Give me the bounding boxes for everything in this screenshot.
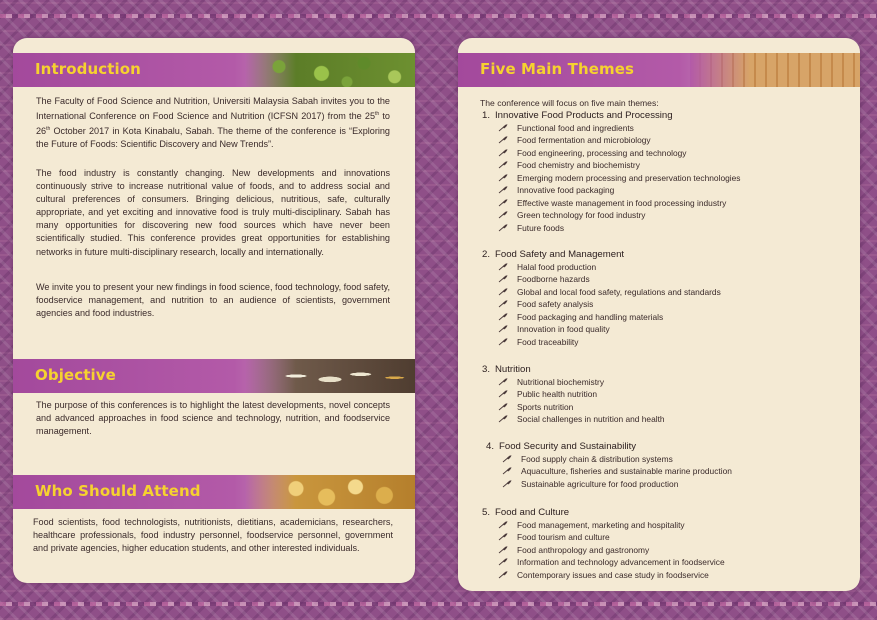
topic-text: Food tourism and culture: [517, 532, 610, 543]
theme-heading: [482, 507, 725, 518]
topic-item: [496, 323, 721, 335]
background-stripe-top: [0, 14, 877, 18]
topic-item: [496, 172, 740, 184]
quill-pen-icon: [498, 161, 508, 169]
topic-text: Food anthropology and gastronomy: [517, 544, 650, 555]
topic-text: Food packaging and handling materials: [517, 311, 664, 322]
objective-title: Objective: [35, 366, 116, 384]
theme-name: Innovative Food Products and Processing: [495, 110, 673, 121]
topic-text: Sustainable agriculture for food production: [521, 478, 679, 489]
quill-pen-icon: [498, 136, 508, 144]
topic-text: Foodborne hazards: [517, 274, 590, 285]
quill-pen-icon: [502, 480, 512, 488]
topic-item: [496, 134, 740, 146]
introduction-paragraph-2: The food industry is constantly changing. New developments and innovations continuously strive to increase nutritional value of foods, and to address social and cultural preferences of consumers. Bringing delicious, nutritious, safe, culturally appropriate, and yet exciting and innovative food is truly multi-disciplinary. Sabah has many opportunities for discovering new food sources which have never been scientifically studied. This conference provides great opportunities for establishing networks in future multi-disciplinary research, locally and internationally.: [36, 168, 390, 257]
quill-pen-icon: [498, 533, 508, 541]
topic-text: Innovative food packaging: [517, 185, 615, 196]
topic-text: Food chemistry and biochemistry: [517, 160, 640, 171]
theme-name: Food Safety and Management: [495, 249, 625, 260]
quill-pen-icon: [498, 521, 508, 529]
topic-list: [486, 453, 732, 490]
topic-item: [496, 261, 721, 273]
topic-item: [496, 388, 665, 400]
topic-item: [496, 147, 740, 159]
quill-pen-icon: [498, 378, 508, 386]
theme-name: Food and Culture: [495, 507, 570, 518]
topic-text: Halal food production: [517, 262, 597, 272]
topic-item: [496, 273, 721, 285]
quill-pen-icon: [498, 211, 508, 219]
background-stripe-bottom: [0, 602, 877, 606]
topic-text: Food engineering, processing and technology: [517, 147, 687, 158]
greens-photo: [245, 53, 415, 87]
theme-number: 3.: [482, 364, 491, 375]
topic-text: Food safety analysis: [517, 299, 594, 310]
theme-block: [482, 364, 665, 426]
introduction-title: Introduction: [35, 60, 141, 78]
theme-number: 1.: [482, 110, 491, 121]
right-panel: [458, 38, 860, 591]
quill-pen-icon: [498, 224, 508, 232]
topic-text: Social challenges in nutrition and health: [517, 414, 665, 425]
topic-item: [496, 159, 740, 171]
theme-number: 2.: [482, 249, 491, 260]
topic-text: Global and local food safety, regulations and standards: [517, 286, 721, 297]
topic-item: [496, 209, 740, 221]
topic-item: [496, 122, 740, 134]
topic-item: [496, 556, 725, 568]
topic-item: [496, 519, 725, 531]
themes-title: Five Main Themes: [480, 60, 635, 78]
topic-text: Aquaculture, fisheries and sustainable marine production: [521, 466, 732, 477]
topic-text: Food management, marketing and hospitality: [517, 520, 685, 530]
who-should-attend-title: Who Should Attend: [35, 482, 201, 500]
quill-pen-icon: [498, 390, 508, 398]
quill-pen-icon: [498, 124, 508, 132]
topic-item: [500, 478, 732, 490]
topic-text: Future foods: [517, 222, 565, 233]
topic-item: [496, 544, 725, 556]
topic-item: [496, 336, 721, 348]
quill-pen-icon: [498, 186, 508, 194]
topic-text: Functional food and ingredients: [517, 123, 634, 133]
quill-pen-icon: [498, 275, 508, 283]
topic-text: Nutritional biochemistry: [517, 377, 605, 387]
quill-pen-icon: [498, 546, 508, 554]
topic-list: [482, 122, 740, 234]
topic-item: [496, 286, 721, 298]
topic-item: [500, 465, 732, 477]
topic-text: Contemporary issues and case study in foodservice: [517, 569, 709, 580]
topic-item: [496, 401, 665, 413]
quill-pen-icon: [498, 199, 508, 207]
who-should-attend-header: [13, 475, 415, 509]
topic-list: [482, 519, 725, 581]
quill-pen-icon: [498, 288, 508, 296]
theme-heading: [486, 441, 732, 452]
quill-pen-icon: [498, 415, 508, 423]
topic-item: [496, 376, 665, 388]
quill-pen-icon: [498, 571, 508, 579]
quill-pen-icon: [498, 403, 508, 411]
topic-list: [482, 376, 665, 426]
objective-header: [13, 359, 415, 393]
quill-pen-icon: [498, 263, 508, 271]
theme-block: [482, 507, 725, 581]
introduction-header: [13, 53, 415, 87]
theme-block: [486, 441, 732, 490]
quill-pen-icon: [498, 149, 508, 157]
topic-text: Food supply chain & distribution systems: [521, 454, 673, 464]
theme-heading: [482, 364, 665, 375]
theme-name: Nutrition: [495, 364, 531, 375]
quill-pen-icon: [498, 300, 508, 308]
themes-intro: The conference will focus on five main themes:: [480, 98, 659, 108]
topic-text: Food fermentation and microbiology: [517, 135, 651, 146]
introduction-paragraph-1: The Faculty of Food Science and Nutrition, Universiti Malaysia Sabah invites you to the International Conference on Food Science and Nutrition (ICFSN 2017) from the 25th to 26th October 2017 in Kota Kinabalu, Sabah. The theme of the conference is “Exploring the Future of Foods: Scientific Discovery and New Trends”.: [36, 96, 390, 150]
topic-text: Sports nutrition: [517, 401, 574, 412]
quill-pen-icon: [498, 338, 508, 346]
topic-text: Effective waste management in food processing industry: [517, 197, 727, 208]
topic-item: [500, 453, 732, 465]
quill-pen-icon: [498, 313, 508, 321]
theme-number: 5.: [482, 507, 491, 518]
topic-list: [482, 261, 721, 348]
quill-pen-icon: [502, 467, 512, 475]
topic-item: [496, 531, 725, 543]
topic-text: Green technology for food industry: [517, 210, 646, 221]
theme-number: 4.: [486, 441, 495, 452]
crisps-photo: [245, 475, 415, 509]
topic-text: Information and technology advancement in foodservice: [517, 557, 725, 568]
topic-item: [496, 298, 721, 310]
theme-name: Food Security and Sustainability: [499, 441, 637, 452]
biscuits-photo: [690, 53, 860, 87]
topic-item: [496, 311, 721, 323]
theme-block: [482, 110, 740, 234]
dumplings-photo: [245, 359, 415, 393]
topic-item: [496, 197, 740, 209]
quill-pen-icon: [498, 558, 508, 566]
topic-text: Emerging modern processing and preservation technologies: [517, 172, 741, 183]
theme-heading: [482, 249, 721, 260]
quill-pen-icon: [498, 325, 508, 333]
left-panel: [13, 38, 415, 583]
theme-heading: [482, 110, 740, 121]
topic-item: [496, 184, 740, 196]
who-should-attend-text: Food scientists, food technologists, nutritionists, dietitians, academicians, researchers, healthcare professionals, food industry personnel, foodservice personnel, government and private agencies, higher education students, and other interested individuals.: [33, 517, 393, 554]
quill-pen-icon: [502, 455, 512, 463]
objective-text: The purpose of this conferences is to highlight the latest developments, novel concepts and advanced approaches in food science and technology, nutrition, and foodservice management.: [36, 400, 390, 437]
theme-block: [482, 249, 721, 348]
topic-item: [496, 222, 740, 234]
topic-text: Innovation in food quality: [517, 324, 610, 335]
introduction-paragraph-3: We invite you to present your new findings in food science, food technology, food safety, foodservice management, and nutrition to an audience of scientists, government agencies and food industries.: [36, 282, 390, 319]
topic-text: Public health nutrition: [517, 389, 598, 400]
topic-text: Food traceability: [517, 336, 579, 347]
topic-item: [496, 413, 665, 425]
themes-header: [458, 53, 860, 87]
quill-pen-icon: [498, 174, 508, 182]
topic-item: [496, 569, 725, 581]
